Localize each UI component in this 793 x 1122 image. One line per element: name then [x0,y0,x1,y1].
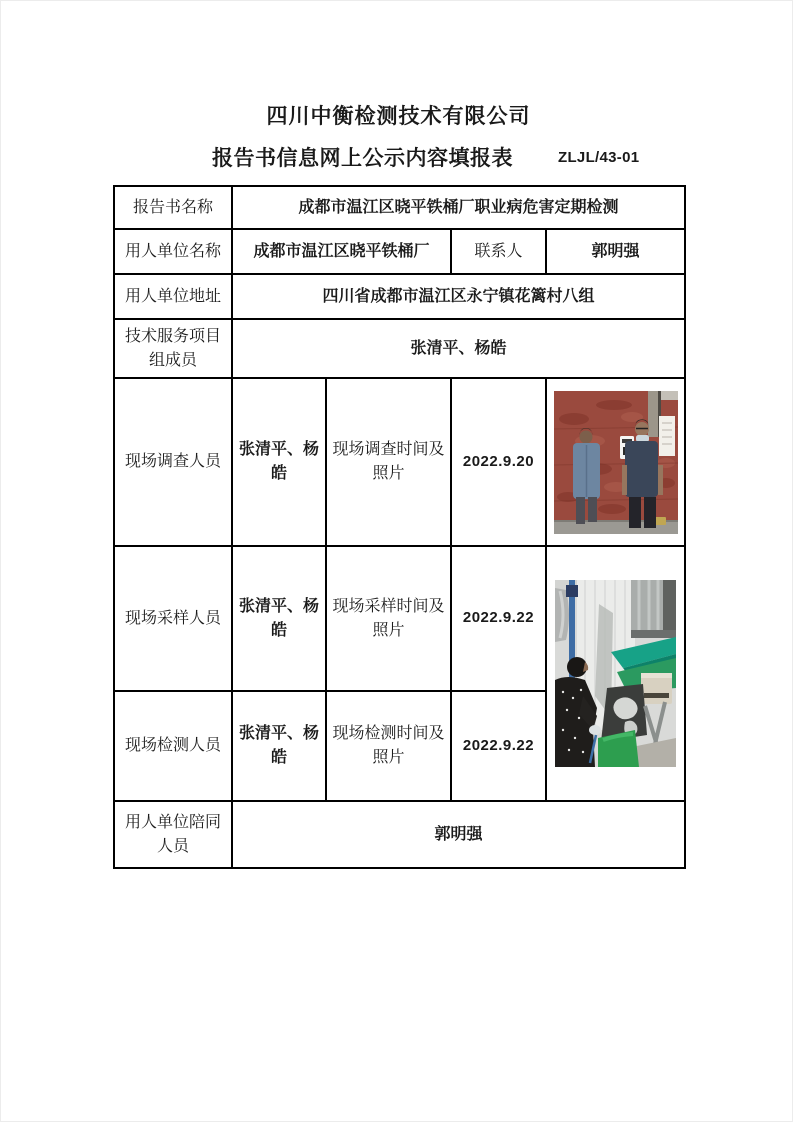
contact-label: 联系人 [451,229,546,274]
company-title: 四川中衡检测技术有限公司 [266,105,531,128]
survey-time-label: 现场调查时间及照片 [326,378,451,546]
employer-address-value: 四川省成都市温江区永宁镇花篱村八组 [232,274,685,319]
row-team-members [114,319,685,378]
site-survey-photo [554,391,678,534]
testing-date: 2022.9.22 [451,691,546,801]
report-info-table [113,185,686,869]
row-employer-address [114,274,685,319]
report-name-label: 报告书名称 [114,186,232,229]
form-code: ZLJL/43-01 [558,149,640,166]
team-members-value: 张清平、杨皓 [232,319,685,378]
contact-name-value: 郭明强 [546,229,685,274]
site-work-photo [555,580,676,767]
survey-photo-cell [546,378,685,546]
sampling-date: 2022.9.22 [451,546,546,691]
row-employer-name [114,229,685,274]
sampling-personnel-names: 张清平、杨皓 [232,546,326,691]
row-site-sampling [114,546,685,691]
survey-date: 2022.9.20 [451,378,546,546]
form-title: 报告书信息网上公示内容填报表 [212,147,513,170]
sampling-time-label: 现场采样时间及照片 [326,546,451,691]
row-report-name [114,186,685,229]
employer-name-value: 成都市温江区晓平铁桶厂 [232,229,451,274]
employer-name-label: 用人单位名称 [114,229,232,274]
escort-value: 郭明强 [232,801,685,868]
escort-label: 用人单位陪同人员 [114,801,232,868]
sampling-photo-cell [546,546,685,801]
employer-address-label: 用人单位地址 [114,274,232,319]
testing-personnel-names: 张清平、杨皓 [232,691,326,801]
testing-time-label: 现场检测时间及照片 [326,691,451,801]
row-site-survey [114,378,685,546]
team-members-label: 技术服务项目组成员 [114,319,232,378]
testing-personnel-label: 现场检测人员 [114,691,232,801]
survey-personnel-names: 张清平、杨皓 [232,378,326,546]
report-name-value: 成都市温江区晓平铁桶厂职业病危害定期检测 [232,186,685,229]
row-escort [114,801,685,868]
survey-personnel-label: 现场调查人员 [114,378,232,546]
sampling-personnel-label: 现场采样人员 [114,546,232,691]
